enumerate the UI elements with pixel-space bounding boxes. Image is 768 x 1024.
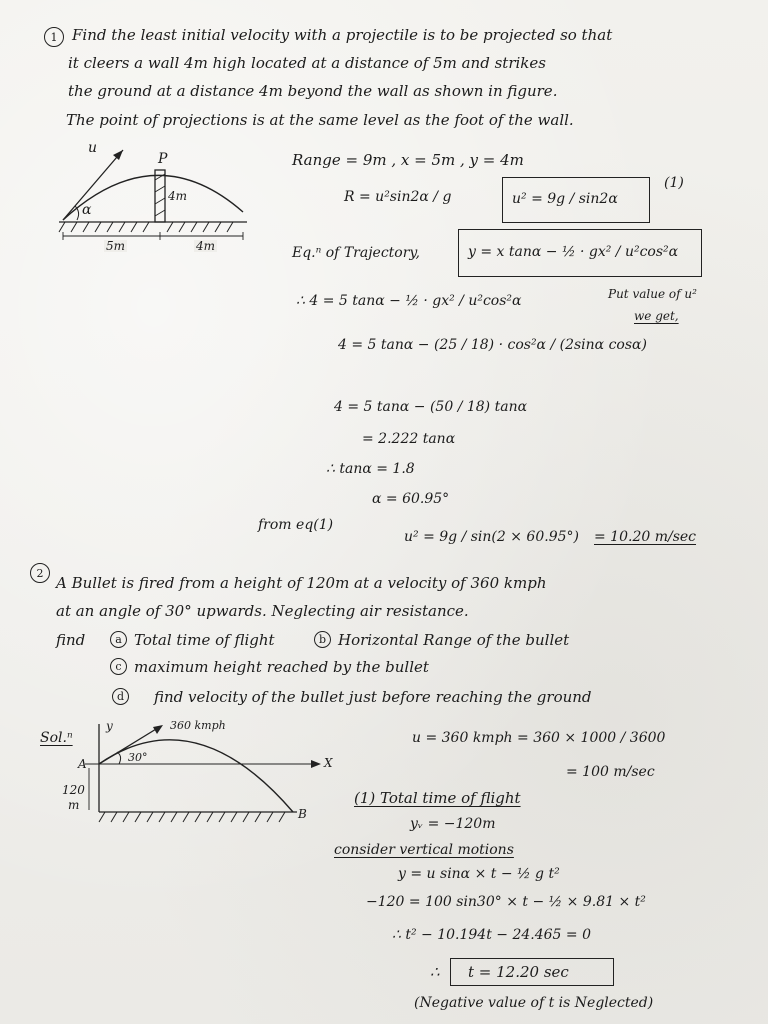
step-7: u² = 9g / sin(2 × 60.95°): [404, 529, 579, 545]
trajectory-formula: y = x tanα − ½ · gx² / u²cos²α: [468, 244, 679, 260]
fig2-height-value: 120: [62, 783, 85, 797]
step-2: 4 = 5 tanα − (25 / 18) · cos²α / (2sinα cosα): [338, 337, 647, 353]
step-5: ∴ tanα = 1.8: [326, 461, 415, 477]
note-we-get: we get,: [634, 309, 679, 323]
therefore-symbol: ∴: [430, 963, 440, 981]
problem-1-number: 1: [44, 27, 64, 47]
equation-1: y = u sinα × t − ½ g t²: [398, 866, 560, 882]
item-d-text: find velocity of the bullet just before reaching the ground: [154, 688, 592, 706]
equation-2: −120 = 100 sin30° × t − ½ × 9.81 × t²: [366, 894, 646, 910]
problem-2-line-2: at an angle of 30° upwards. Neglecting air resistance.: [56, 602, 469, 620]
item-c-marker: c: [110, 658, 127, 675]
from-equation-label: from eq(1): [258, 517, 334, 533]
fig2-velocity-label: 360 kmph: [170, 719, 226, 732]
fig2-x-axis-label: X: [324, 756, 333, 770]
item-b-text: Horizontal Range of the bullet: [338, 631, 570, 649]
fig1-height-label: 4m: [168, 189, 188, 203]
item-b-marker: b: [314, 631, 331, 648]
given-values: Range = 9m , x = 5m , y = 4m: [292, 151, 524, 169]
find-label: find: [56, 631, 86, 649]
problem-1-line-2: it cleers a wall 4m high located at a distance of 5m and strikes: [68, 54, 546, 72]
fig1-velocity-label: u: [88, 140, 98, 156]
total-time-heading: (1) Total time of flight: [354, 789, 521, 807]
item-d-marker: d: [112, 688, 129, 705]
step-3: 4 = 5 tanα − (50 / 18) tanα: [334, 399, 528, 415]
result-velocity: = 10.20 m/sec: [594, 529, 697, 545]
problem-2-number: 2: [30, 563, 50, 583]
u-squared-formula: u² = 9g / sin2α: [512, 191, 618, 207]
equation-3: ∴ t² − 10.194t − 24.465 = 0: [392, 927, 591, 943]
item-a-text: Total time of flight: [134, 631, 275, 649]
step-6: α = 60.95°: [372, 491, 450, 507]
item-a-marker: a: [110, 631, 127, 648]
fig2-point-b: B: [298, 807, 307, 821]
range-formula: R = u²sin2α / g: [344, 189, 452, 205]
fig2-height-unit: m: [68, 798, 80, 812]
vertical-displacement: yᵥ = −120m: [410, 816, 496, 832]
note-put-value: Put value of u²: [608, 287, 697, 301]
solution-label: Sol.ⁿ: [40, 730, 73, 746]
item-c-text: maximum height reached by the bullet: [134, 658, 429, 676]
fig1-left-distance: 5m: [106, 239, 126, 253]
step-4: = 2.222 tanα: [362, 431, 456, 447]
fig1-angle-label: α: [82, 202, 92, 218]
negative-value-note: (Negative value of t is Neglected): [414, 995, 654, 1011]
fig2-angle-label: 30°: [128, 751, 148, 764]
consider-vertical-motion: consider vertical motions: [334, 842, 514, 858]
problem-2-line-1: A Bullet is fired from a height of 120m at a velocity of 360 kmph: [56, 574, 547, 592]
answer-time: t = 12.20 sec: [468, 963, 569, 981]
equation-ref-1: (1): [664, 175, 684, 191]
fig1-right-distance: 4m: [196, 239, 216, 253]
problem-1-line-4: The point of projections is at the same level as the foot of the wall.: [66, 111, 574, 129]
fig2-point-a: A: [78, 757, 87, 771]
fig2-y-axis-label: y: [106, 719, 113, 733]
problem-1-line-1: Find the least initial velocity with a projectile is to be projected so that: [72, 26, 613, 44]
wall-trajectory-figure: [55, 140, 255, 253]
velocity-converted: = 100 m/sec: [566, 764, 655, 780]
velocity-conversion: u = 360 kmph = 360 × 1000 / 3600: [412, 730, 666, 746]
step-1: ∴ 4 = 5 tanα − ½ · gx² / u²cos²α: [296, 293, 522, 309]
problem-1-line-3: the ground at a distance 4m beyond the wall as shown in figure.: [68, 82, 558, 100]
trajectory-label: Eq.ⁿ of Trajectory,: [292, 245, 420, 261]
fig1-point-label: P: [158, 151, 168, 167]
